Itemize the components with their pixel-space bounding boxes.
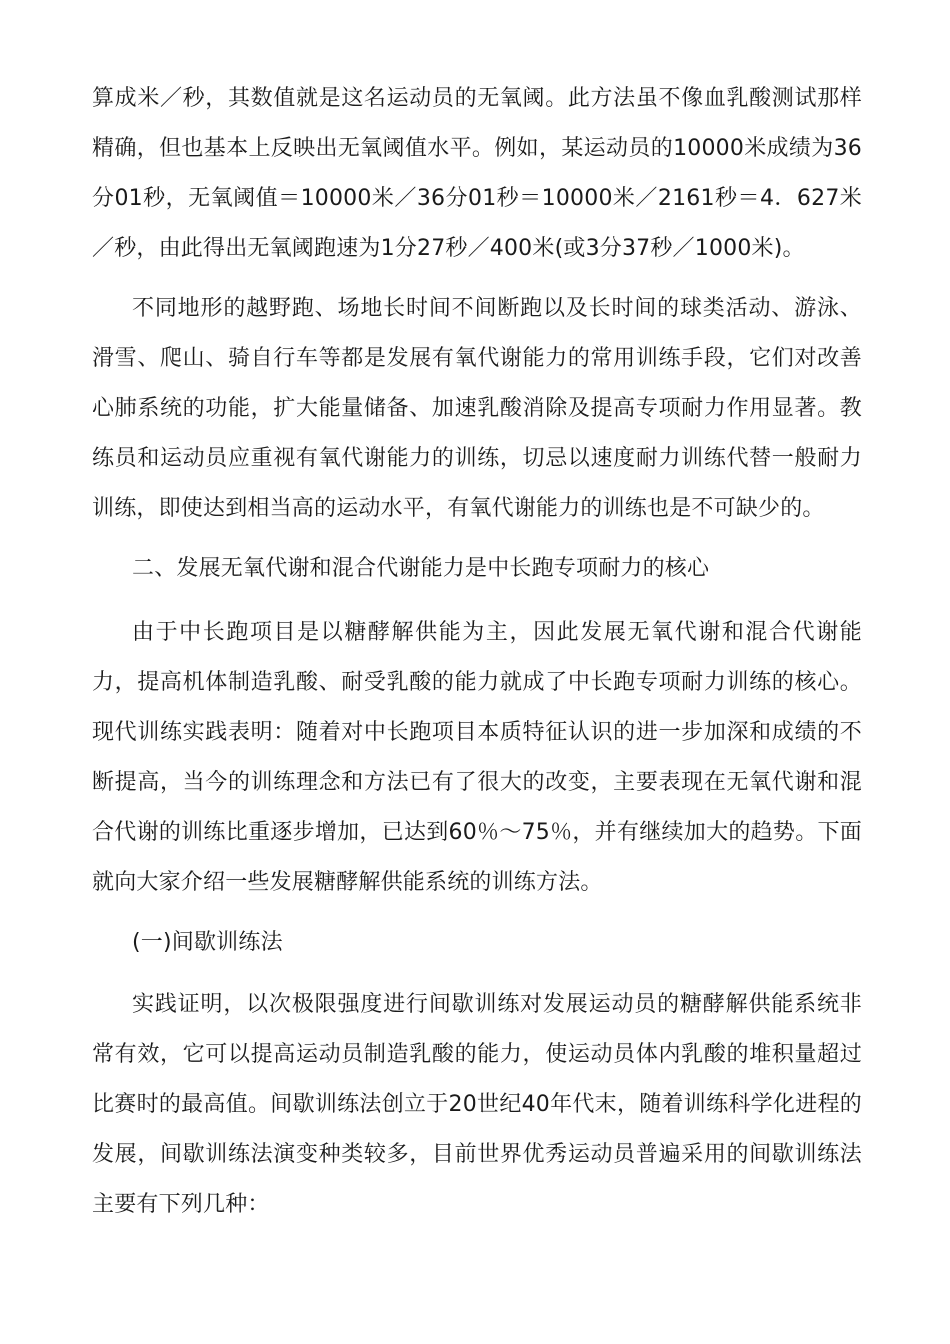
paragraph-aerobic-training: 不同地形的越野跑、场地长时间不间断跑以及长时间的球类活动、游泳、滑雪、爬山、骑自行车等都是发展有氧代谢能力的常用训练手段，它们对改善心肺系统的功能，扩大能量储备、加速乳酸消除及提高专项耐力作用显著。教练员和运动员应重视有氧代谢能力的训练，切忌以速度耐力训练代替一般耐力训练，即使达到相当高的运动水平，有氧代谢能力的训练也是不可缺少的。 [92,296,862,521]
paragraph-glycolysis-core: 由于中长跑项目是以糖酵解供能为主，因此发展无氧代谢和混合代谢能力，提高机体制造乳酸、耐受乳酸的能力就成了中长跑专项耐力训练的核心。现代训练实践表明：随着对中长跑项目本质特征认识的进一步加深和成绩的不断提高，当今的训练理念和方法已有了很大的改变，主要表现在无氧代谢和混合代谢的训练比重逐步增加，已达到60％～75％，并有继续加大的趋势。下面就向大家介绍一些发展糖酵解供能系统的训练方法。 [92,620,862,895]
subsection-heading-interval-training: (一)间歇训练法 [132,930,283,955]
paragraph-anaerobic-threshold-example: 算成米／秒，其数值就是这名运动员的无氧阈。此方法虽不像血乳酸测试那样精确，但也基本上反映出无氧阈值水平。例如，某运动员的10000米成绩为36分01秒，无氧阈值＝10000米／36分01秒＝10000米／2161秒＝4．627米／秒，由此得出无氧阈跑速为1分27秒／400米(或3分37秒／1000米)。 [92,86,862,261]
section-heading-anaerobic-mixed-metabolism: 二、发展无氧代谢和混合代谢能力是中长跑专项耐力的核心 [132,556,710,581]
paragraph-interval-training: 实践证明，以次极限强度进行间歇训练对发展运动员的糖酵解供能系统非常有效，它可以提高运动员制造乳酸的能力，使运动员体内乳酸的堆积量超过比赛时的最高值。间歇训练法创立于20世纪40年代末，随着训练科学化进程的发展，间歇训练法演变种类较多，目前世界优秀运动员普遍采用的间歇训练法主要有下列几种： [92,992,862,1217]
